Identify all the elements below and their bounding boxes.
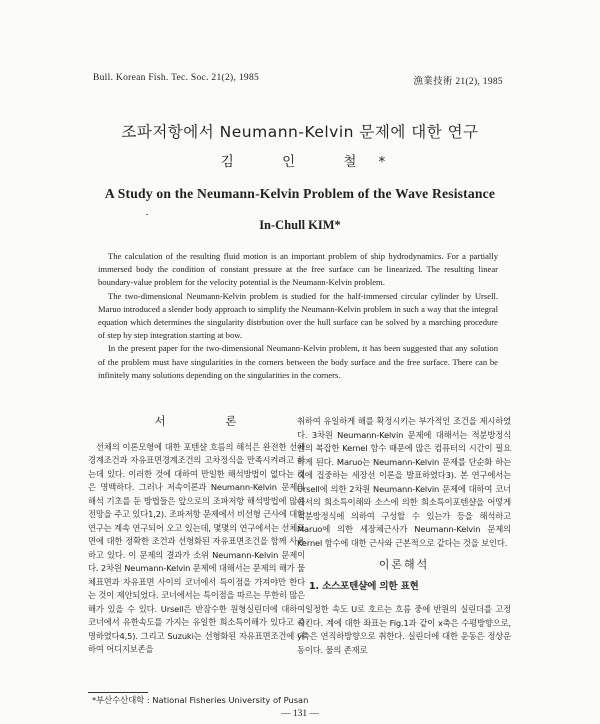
abstract — [98, 250, 498, 382]
introduction-paragraph: 선체의 이론모형에 대한 포텐샬 흐름의 해석은 완전한 선체경계조건과 자유표면경계조건의 고차정식을 만족시켜려고 하는데 있다. 이러한 것에 대하여 만일한 해석방법이 없다는 것은 명백하다. 그러나 저속이론과 Neumann-Kelvin 문제의 해석 기초를 둔 방법들은 앞으로의 조파저항 해석방법에 많은 전망을 주고 있다1,2). 조파저항 문제에서 비선형 근사에 대한 연구는 계속 연구되어 오고 있는데, 몇몇의 연구에서는 선체표면에 대한 정확한 조건과 선형화된 자유표면조건을 함께 사용하고 있다. 이 문제의 결과가 소위 Neumann-Kelvin 문제이다. 2차원 Neumann-Kelvin 문제에 대해서는 문제의 해가 물체표면과 자유표면 사이의 코너에서 특이점을 가져야만 한다는 것이 제안되었다. 코너에서는 특이점을 따르는 무한히 많은 해가 있을 수 있다. Ursell은 반잠수한 원형실린더에 대하여 코너에서 유한속도를 가지는 유일한 희소특이해가 있다고 증명하였다4,5). 그리고 Suzuki는 선형화된 자유표면조건에 대하여 어디지보존을 — [88, 441, 305, 654]
journal-header-left: Bull. Korean Fish. Tec. Soc. 21(2), 1985 — [93, 73, 260, 83]
english-author: In-Chull KIM* — [259, 218, 341, 232]
english-title: A Study on the Neumann-Kelvin Problem of the Wave Resistance — [104, 186, 496, 201]
section-heading-theory: 이론해석 — [378, 558, 430, 571]
theory-paragraph: 일정한 속도 U로 호르는 흐름 중에 반원의 실린더를 고정시킨다. 계에 대한 좌표는 Fig.1과 같이 x축은 수평방향으로, y축은 연직하방향으로 취한다. 실린더에 대한 운동은 정상운동이다. 물의 존재로 — [297, 604, 511, 655]
left-column — [88, 415, 305, 657]
abstract-paragraph-2: The two-dimensional Neumann-Kelvin problem is studied for the half-immersed circular cylinder by Ursell. Maruo introduced a slender body approach to simplify the Neumann-Kelvin problem in such a way that the integral equation which determines the singularity distrbution over the hull surface can be solved by a marching procedure of step by step integration starting at bow. — [98, 290, 498, 341]
subsection-heading-source-potential: 1. 소스포텐샬에 의한 표현 — [309, 580, 419, 592]
affiliation-footnote: *부산수산대학 : National Fisheries University of Pusan — [92, 695, 309, 705]
right-column — [297, 415, 511, 657]
footnote-rule — [88, 692, 148, 693]
page-number: — 131 — — [281, 709, 319, 719]
abstract-paragraph-3: In the present paper for the two-dimensional Neumann-Kelvin problem, it has been suggested that any solution of the problem must have singularities in the corners between the body surface and the free surface. There can be infinitely many solutions depending on the singularities in the corners. — [98, 343, 498, 380]
abstract-paragraph-1: The calculation of the resulting fluid motion is an important problem of ship hydrodynamics. For a partially immersed body the condition of constant pressure at the free surface can be linearized. The resulting linear boundary-value problem for the velocity potential is the Neumann-Kelvin problem. — [98, 251, 498, 288]
journal-header-right: 漁業技術 21(2), 1985 — [413, 77, 503, 87]
scan-speck — [146, 214, 148, 215]
introduction-continued-paragraph: 취하여 유일하게 해를 확정시키는 부가적인 조건을 제시하였다. 3차원 Neumann-Kelvin 문제에 대해서는 적분방정식 안의 복잡한 Kernel 함수 때문에 많은 컴퓨터의 시간이 필요하게 된다. Maruo는 Neumann-Kelvin 문제를 단순화 하는 데에 집중하는 세장선 이론을 발표하였다3). 본 연구에서는 Ursell에 의한 2차원 Neumann-Kelvin 문제에 대하여 코너에서의 희소특이해와 소스에 의한 희소특이포텐샬을 어떻게 적분방정식에 의하여 구성할 수 있는가 등을 해석하고 Maruo에 의한 세장체근사가 Neumann-Kelvin 문제의 Kernel 함수에 대한 근사와 근본적으로 같다는 것을 보인다. — [297, 416, 511, 548]
korean-title: 조파저항에서 Neumann-Kelvin 문제에 대한 연구 — [121, 123, 479, 141]
section-heading-introduction: 서 론 — [154, 414, 265, 428]
korean-author: 김 인 철* — [220, 154, 408, 170]
